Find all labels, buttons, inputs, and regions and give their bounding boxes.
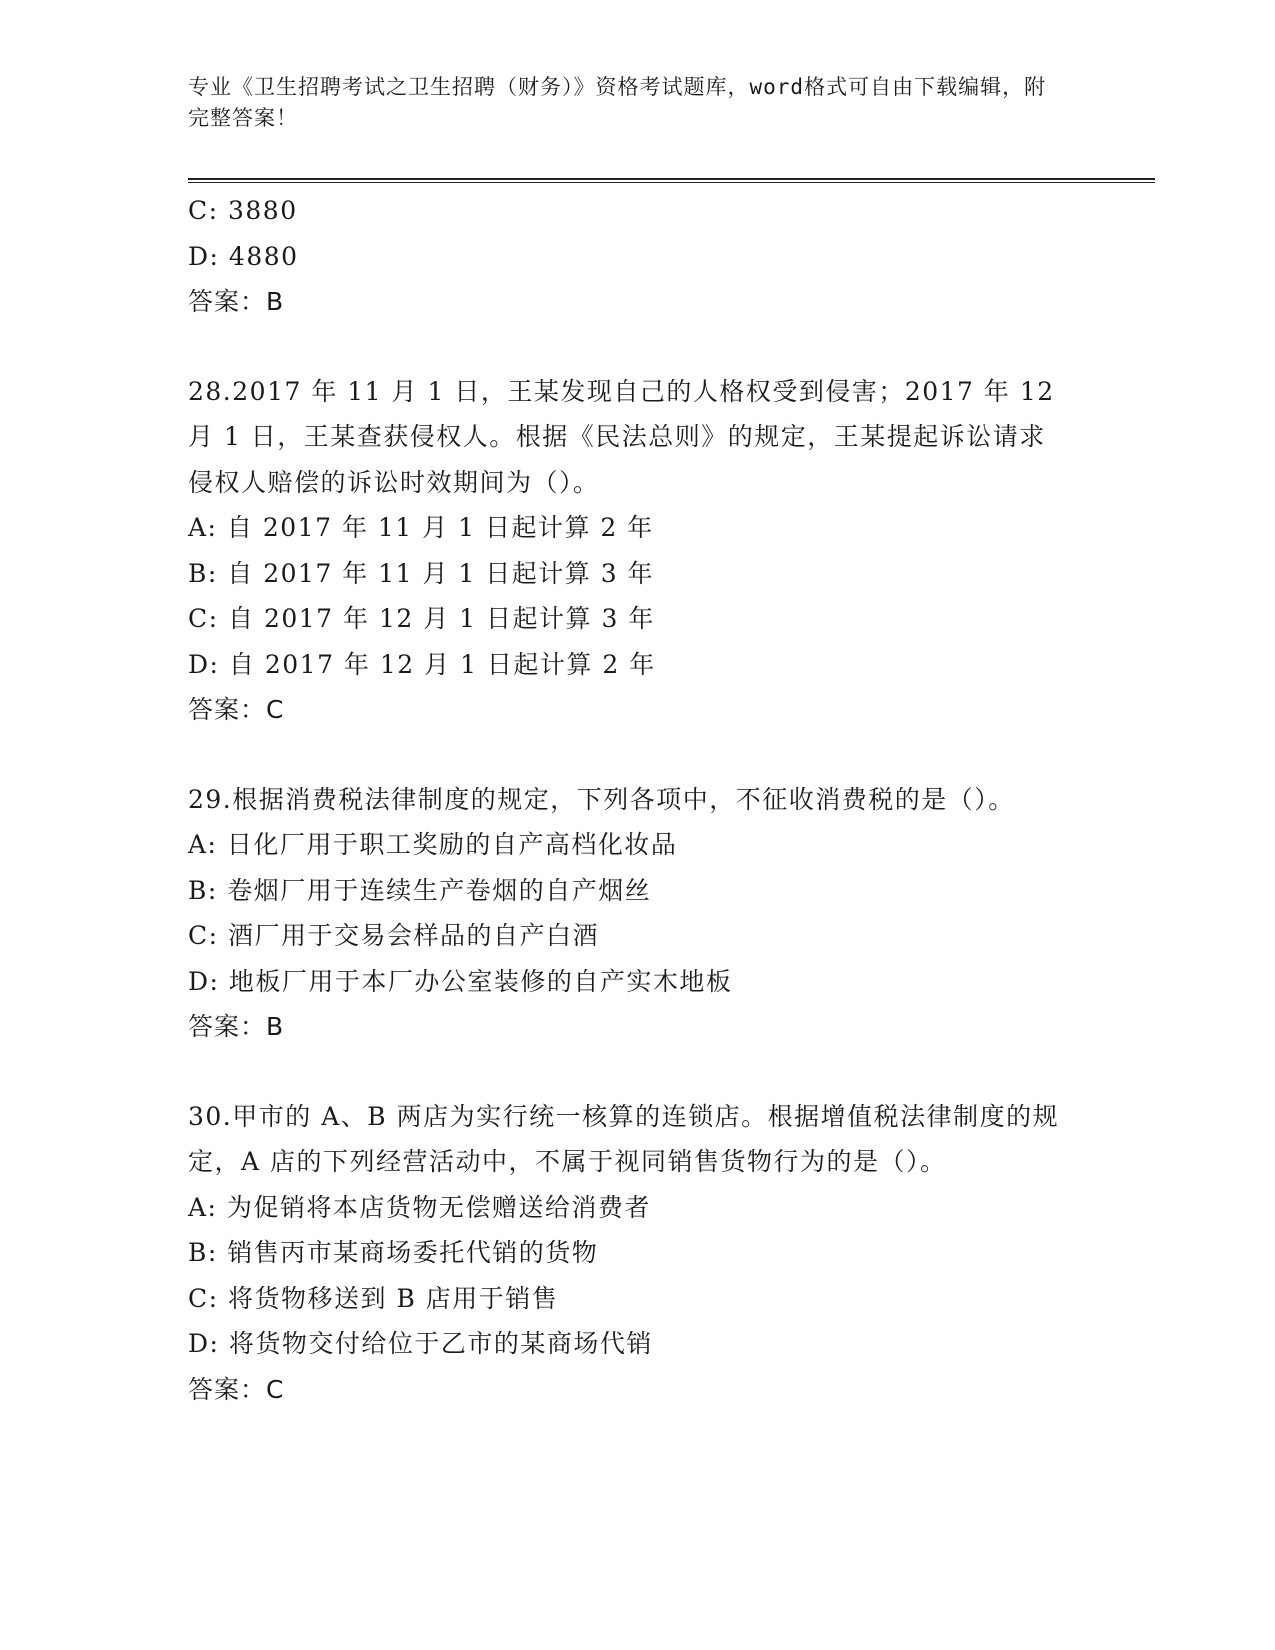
question-list <box>188 188 1088 1412</box>
option-c: C: 3880 <box>188 196 298 225</box>
previous-question-tail <box>188 188 1088 325</box>
page-header: 专业《卫生招聘考试之卫生招聘（财务）》资格考试题库，word格式可自由下载编辑，附完整答案！ <box>188 75 1047 130</box>
question-stem: 30.甲市的 A、B 两店为实行统一核算的连锁店。根据增值税法律制度的规定，A 店的下列经营活动中，不属于视同销售货物行为的是（）。 <box>188 1101 1060 1176</box>
answer-label: 答案：B <box>188 287 285 316</box>
question-stem: 29.根据消费税法律制度的规定，下列各项中，不征收消费税的是（）。 <box>188 784 1015 814</box>
option-d: D: 自 2017 年 12 月 1 日起计算 2 年 <box>188 649 656 679</box>
option-b: B: 自 2017 年 11 月 1 日起计算 3 年 <box>188 558 655 588</box>
answer-label: 答案：C <box>188 695 285 724</box>
question-stem: 28.2017 年 11 月 1 日，王某发现自己的人格权受到侵害；2017 年 12 月 1 日，王某查获侵权人。根据《民法总则》的规定，王某提起诉讼请求侵权人赔偿的诉讼时效期间为（）。 <box>188 376 1055 497</box>
spacer <box>188 1050 1088 1094</box>
option-b: B: 销售丙市某商场委托代销的货物 <box>188 1238 599 1267</box>
option-b: B: 卷烟厂用于连续生产卷烟的自产烟丝 <box>188 875 652 905</box>
option-c: C: 自 2017 年 12 月 1 日起计算 3 年 <box>188 604 655 633</box>
spacer <box>188 325 1088 369</box>
question-28 <box>188 369 1088 733</box>
spacer <box>188 733 1088 777</box>
question-29 <box>188 777 1088 1050</box>
header-divider <box>188 178 1155 183</box>
option-d: D: 4880 <box>188 241 299 271</box>
option-a: A: 自 2017 年 11 月 1 日起计算 2 年 <box>188 513 654 542</box>
option-c: C: 将货物移送到 B 店用于销售 <box>188 1283 559 1313</box>
option-d: D: 将货物交付给位于乙市的某商场代销 <box>188 1329 653 1358</box>
answer-label: 答案：B <box>188 1012 285 1041</box>
answer-label: 答案：C <box>188 1374 285 1404</box>
option-d: D: 地板厂用于本厂办公室装修的自产实木地板 <box>188 966 733 996</box>
option-a: A: 日化厂用于职工奖励的自产高档化妆品 <box>188 830 678 859</box>
option-a: A: 为促销将本店货物无偿赠送给消费者 <box>188 1192 651 1222</box>
option-c: C: 酒厂用于交易会样品的自产白酒 <box>188 921 599 950</box>
question-30 <box>188 1094 1088 1413</box>
